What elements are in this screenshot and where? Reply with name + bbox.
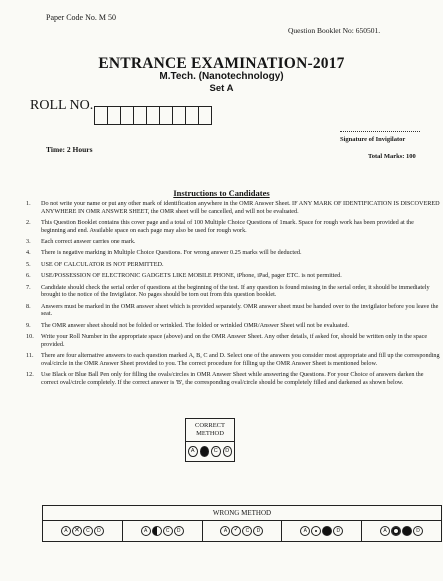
instruction-number: 3. [26,238,31,246]
instruction-item [26,272,440,280]
instruction-item [26,371,440,386]
omr-bubble [311,526,321,536]
instruction-item [26,303,440,318]
instruction-number: 7. [26,283,31,291]
instruction-text: Answers must be marked in the OMR answer sheet which is provided separately. OMR answer sheet must be handed over to the invigilator before you leave the seat. [41,302,439,318]
wrong-method-title: WRONG METHOD [43,506,441,521]
omr-bubble [231,526,241,536]
roll-number-box[interactable] [159,106,173,125]
omr-bubble [322,526,332,536]
signature-line [340,131,420,132]
roll-number-box[interactable] [133,106,147,125]
roll-number-box[interactable] [94,106,108,125]
instruction-text: USE OF CALCULATOR IS NOT PERMITTED. [41,260,164,268]
omr-bubble: A [300,526,310,536]
roll-number-box[interactable] [198,106,212,125]
instruction-number: 10. [26,333,34,341]
omr-bubble: D [333,526,343,536]
instruction-text: Use Black or Blue Ball Pen only for filling the ovals/circles in OMR Answer Sheet while answering the Questions. For your Choice of answers darken the correct oval/circle completely. If the correct answer is 'B', the corresponding oval/circle should be completely filled and darkened as shown below. [41,371,424,386]
instruction-item [26,200,440,215]
omr-bubble-a: A [188,446,198,457]
omr-bubble: A [61,526,71,536]
wrong-example-cross [43,521,123,541]
exam-title: ENTRANCE EXAMINATION-2017 [98,55,345,72]
instruction-number: 1. [26,200,31,207]
instruction-text: There are four alternative answers to each question marked A, B, C and D. Select one of the answers you consider most appropriate and fill up the corresponding oval/circle in the OMR Answer Sheet provided to you. The correct procedure for filling up the OMR Answer Sheet is mentioned below. [41,352,440,367]
omr-bubble-b: B [200,446,210,457]
omr-bubble: C [163,526,173,536]
roll-number-box[interactable] [107,106,121,125]
omr-bubble-d: D [223,446,233,457]
omr-bubble: A [380,526,390,536]
instruction-number: 2. [26,219,31,227]
wrong-method-examples [43,521,441,541]
instruction-number: 12. [26,371,34,379]
invigilator-signature-label: Signature of Invigilator [340,136,406,143]
instruction-number: 4. [26,249,31,257]
wrong-example-half [123,521,203,541]
instruction-number: 9. [26,321,31,329]
roll-number-box[interactable] [146,106,160,125]
omr-bubble [402,526,412,536]
omr-bubble: D [413,526,423,536]
omr-bubble-c: C [211,446,221,457]
instructions-list [26,200,440,390]
total-marks: Total Marks: 100 [368,153,416,160]
instruction-text: Do not write your name or put any other mark of identification anywhere in the OMR Answer Sheet. IF ANY MARK OF IDENTIFICATION IS DISCOVERED ANYWHERE IN OMR ANSWER SHEET, the OMR sheet will be cancelled, and will not be evaluated. [41,200,440,215]
exam-time: Time: 2 Hours [46,145,93,154]
roll-number-box[interactable] [185,106,199,125]
roll-number-label: ROLL NO. [30,98,94,113]
instruction-number: 8. [26,302,31,310]
wrong-example-tick [203,521,283,541]
roll-number-box[interactable] [172,106,186,125]
instruction-item [26,352,440,367]
instruction-item [26,249,440,257]
instruction-text: This Question Booklet contains this cover page and a total of 100 Multiple Choice Questions of 1mark. Space for rough work has been provided at the beginning and end. Available space on each page may also be used for rough work. [41,219,414,234]
question-booklet-number: Question Booklet No: 650501. [288,26,381,35]
exam-subtitle: M.Tech. (Nanotechnology) [159,71,284,82]
instruction-text: The OMR answer sheet should not be folded or wrinkled. The folded or wrinkled OMR/Answer Sheet will not be evaluated. [41,321,349,329]
instruction-text: USE/POSSESSION OF ELECTRONIC GADGETS LIKE MOBILE PHONE, iPhone, iPad, pager ETC. is not permitted. [41,272,342,280]
omr-bubble: A [220,526,230,536]
instruction-text: Each correct answer carries one mark. [41,238,136,246]
instruction-item [26,261,440,269]
instruction-text: Candidate should check the serial order of questions at the beginning of the test. If any question is found missing in the serial order, it should be immediately brought to the notice of the Invigilator. No pages should be torn out from this question booklet. [41,283,430,299]
omr-bubble: D [174,526,184,536]
correct-method-bubbles [186,442,234,461]
roll-number-boxes[interactable] [95,106,212,125]
omr-bubble: A [141,526,151,536]
exam-set: Set A [209,83,234,94]
omr-bubble: D [94,526,104,536]
correct-method-title: CORRECT METHOD [186,419,234,442]
instruction-text: There is negative marking in Multiple Choice Questions. For wrong answer 0.25 marks will be deducted. [41,249,302,257]
instructions-heading: Instructions to Candidates [173,188,270,198]
paper-code: Paper Code No. M 50 [46,13,116,22]
wrong-example-dot [282,521,362,541]
instruction-item [26,322,440,330]
roll-number-box[interactable] [120,106,134,125]
instruction-item [26,333,440,348]
omr-bubble: C [242,526,252,536]
instruction-item [26,219,440,234]
instruction-number: 11. [26,352,34,360]
omr-bubble [391,526,401,536]
omr-bubble [152,526,162,536]
wrong-example-ring [362,521,441,541]
omr-bubble: C [83,526,93,536]
instruction-item [26,238,440,246]
instruction-number: 5. [26,260,31,268]
instruction-number: 6. [26,272,31,280]
correct-method-box [185,418,235,462]
instruction-item [26,284,440,299]
wrong-method-box [42,505,442,542]
omr-bubble [72,526,82,536]
omr-bubble: D [253,526,263,536]
instruction-text: Write your Roll Number in the appropriate space (above) and on the OMR Answer Sheet. Any other details, if asked for, should be written only in the space provided. [41,333,428,348]
